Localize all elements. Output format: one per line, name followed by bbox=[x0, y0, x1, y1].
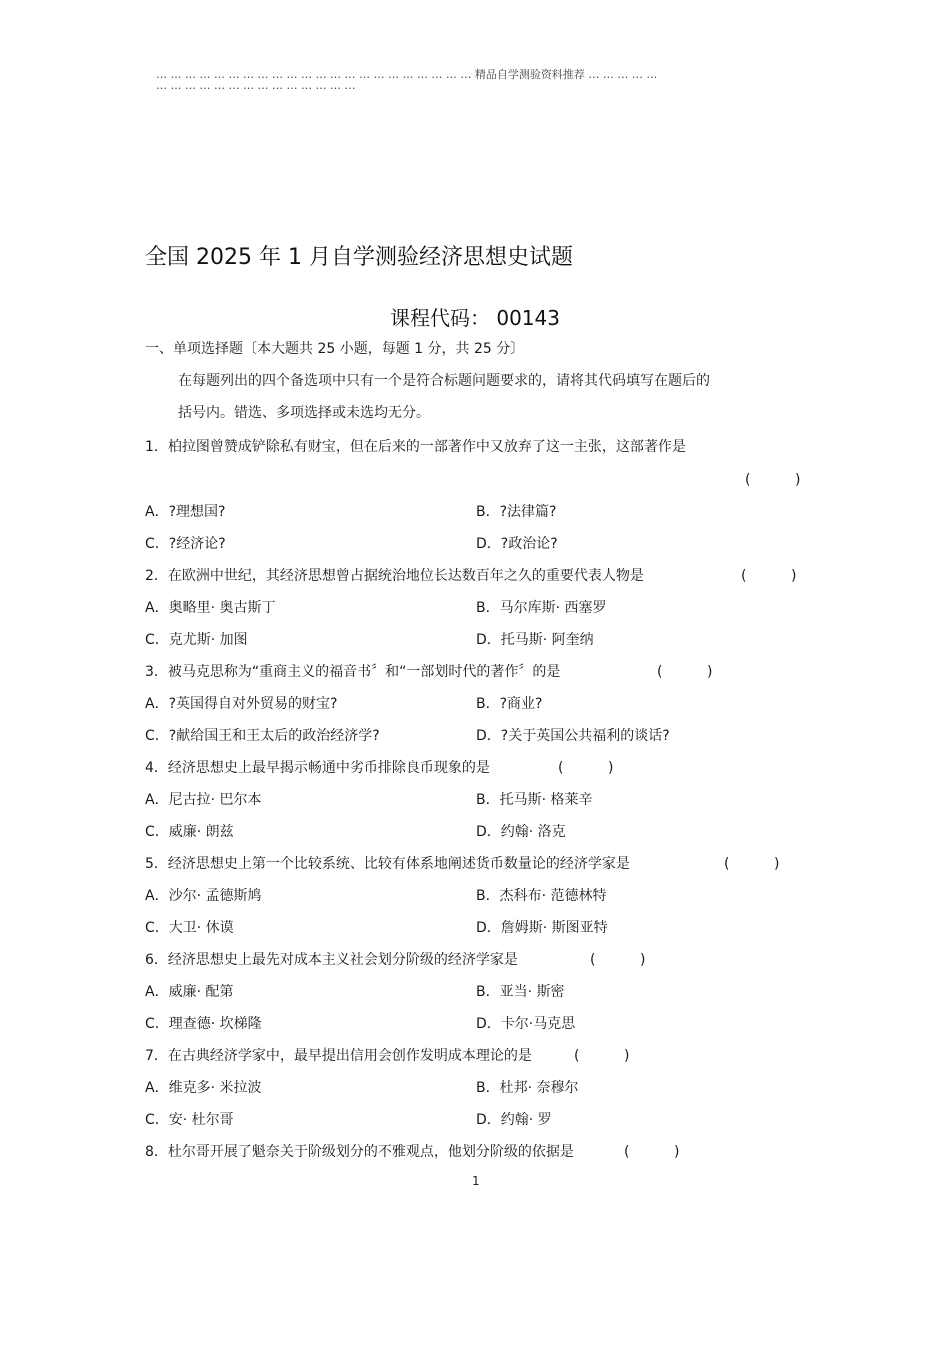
question-7-option-c: C．安· 杜尔哥 bbox=[145, 1112, 234, 1128]
section-instruction: 在每题列出的四个备选项中只有一个是符合标题问题要求的，请将其代码填写在题后的 bbox=[178, 373, 710, 389]
question-5-answer-blank: ( ) bbox=[724, 856, 780, 872]
question-2-option-d: D．托马斯· 阿奎纳 bbox=[476, 632, 594, 648]
question-7-stem: 7．在古典经济学家中，最早提出信用会创作发明成本理论的是 bbox=[145, 1048, 532, 1064]
question-8-stem: 8．杜尔哥开展了魁奈关于阶级划分的不雅观点，他划分阶级的依据是 bbox=[145, 1144, 574, 1160]
question-4-option-c: C．威廉· 朗兹 bbox=[145, 824, 234, 840]
course-code: 课程代码： 00143 bbox=[390, 306, 560, 330]
question-7-answer-blank: ( ) bbox=[574, 1048, 630, 1064]
question-3-option-d: D．?关于英国公共福利的谈话? bbox=[476, 728, 670, 744]
question-6-option-c: C．理查德· 坎梯隆 bbox=[145, 1016, 262, 1032]
question-1-option-c: C．?经济论? bbox=[145, 536, 226, 552]
question-2-option-b: B．马尔库斯· 西塞罗 bbox=[476, 600, 607, 616]
question-3-answer-blank: ( ) bbox=[657, 664, 713, 680]
question-5-option-c: C．大卫· 休谟 bbox=[145, 920, 234, 936]
question-5-option-b: B．杰科布· 范德林特 bbox=[476, 888, 607, 904]
header-dotted-line: … … … … … … … … … … … … … … … … … … … … … … 精品自学测验资料推荐 … … … … … bbox=[156, 68, 658, 81]
question-4-stem: 4．经济思想史上最早揭示畅通中劣币排除良币现象的是 bbox=[145, 760, 490, 776]
question-5-option-d: D．詹姆斯· 斯图亚特 bbox=[476, 920, 608, 936]
section-heading: 一、单项选择题〔本大题共 25 小题，每题 1 分，共 25 分〕 bbox=[145, 341, 525, 357]
question-7-option-d: D．约翰· 罗 bbox=[476, 1112, 552, 1128]
question-2-option-a: A．奥略里· 奥古斯丁 bbox=[145, 600, 276, 616]
question-4-option-a: A．尼古拉· 巴尔本 bbox=[145, 792, 262, 808]
page-number: 1 bbox=[472, 1174, 480, 1188]
question-7-option-b: B．杜邦· 奈穆尔 bbox=[476, 1080, 579, 1096]
question-6-answer-blank: ( ) bbox=[590, 952, 646, 968]
question-4-option-d: D．约翰· 洛克 bbox=[476, 824, 566, 840]
question-1-option-d: D．?政治论? bbox=[476, 536, 558, 552]
question-7-option-a: A．维克多· 米拉波 bbox=[145, 1080, 262, 1096]
question-6-option-b: B．亚当· 斯密 bbox=[476, 984, 565, 1000]
question-6-option-d: D．卡尔·马克思 bbox=[476, 1016, 576, 1032]
question-3-option-a: A．?英国得自对外贸易的财宝? bbox=[145, 696, 338, 712]
question-1-option-b: B．?法律篇? bbox=[476, 504, 557, 520]
question-2-option-c: C．克尤斯· 加图 bbox=[145, 632, 248, 648]
question-4-answer-blank: ( ) bbox=[558, 760, 614, 776]
question-1-answer-blank: ( ) bbox=[745, 472, 801, 488]
section-instruction-continuation: 括号内。错选、多项选择或未选均无分。 bbox=[178, 405, 430, 421]
question-8-answer-blank: ( ) bbox=[624, 1144, 680, 1160]
question-2-stem: 2．在欧洲中世纪，其经济思想曾占据统治地位长达数百年之久的重要代表人物是 bbox=[145, 568, 644, 584]
question-5-option-a: A．沙尔· 孟德斯鸠 bbox=[145, 888, 262, 904]
question-5-stem: 5．经济思想史上第一个比较系统、比较有体系地阐述货币数量论的经济学家是 bbox=[145, 856, 630, 872]
page-title: 全国 2025 年 1 月自学测验经济思想史试题 bbox=[145, 245, 573, 270]
question-3-option-b: B．?商业? bbox=[476, 696, 543, 712]
question-6-option-a: A．威廉· 配第 bbox=[145, 984, 234, 1000]
question-1-stem: 1．柏拉图曾赞成铲除私有财宝，但在后来的一部著作中又放弃了这一主张，这部著作是 bbox=[145, 439, 686, 455]
header-dotted-line-continuation: … … … … … … … … … … … … … … bbox=[156, 79, 356, 92]
question-3-stem: 3．被马克思称为“重商主义的福音书〞和“一部划时代的著作〞的是 bbox=[145, 664, 561, 680]
question-4-option-b: B．托马斯· 格莱辛 bbox=[476, 792, 593, 808]
question-2-answer-blank: ( ) bbox=[741, 568, 797, 584]
question-3-option-c: C．?献给国王和王太后的政治经济学? bbox=[145, 728, 380, 744]
question-1-option-a: A．?理想国? bbox=[145, 504, 226, 520]
question-6-stem: 6．经济思想史上最先对成本主义社会划分阶级的经济学家是 bbox=[145, 952, 518, 968]
